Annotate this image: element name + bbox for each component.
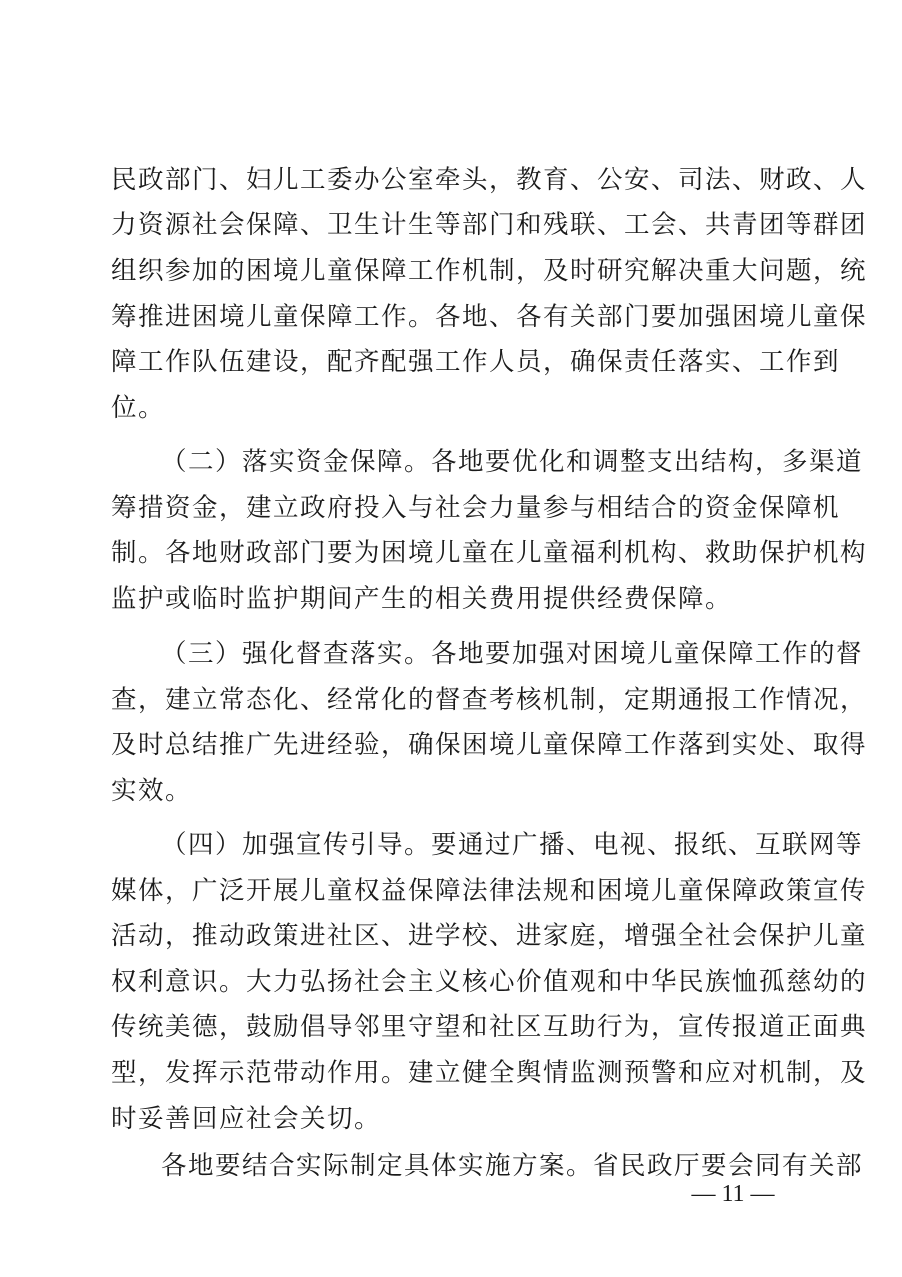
- body-text-line: 型，发挥示范带动作用。建立健全舆情监测预警和应对机制，及: [111, 1058, 868, 1088]
- body-text-line: 及时总结推广先进经验，确保困境儿童保障工作落到实处、取得: [111, 730, 868, 760]
- body-text-line: 监护或临时监护期间产生的相关费用提供经费保障。: [111, 584, 733, 614]
- body-text-line: 制。各地财政部门要为困境儿童在儿童福利机构、救助保护机构: [111, 538, 868, 568]
- body-text-line: 媒体，广泛开展儿童权益保障法律法规和困境儿童保障政策宣传: [111, 876, 868, 906]
- page-number: — 11 —: [691, 1181, 775, 1207]
- body-text-line: 民政部门、妇儿工委办公室牵头，教育、公安、司法、财政、人: [111, 165, 868, 195]
- body-text-line: 位。: [111, 393, 166, 423]
- body-text-line: 时妥善回应社会关切。: [111, 1104, 382, 1134]
- section-heading-line: （四）加强宣传引导。要通过广播、电视、报纸、互联网等: [161, 830, 864, 860]
- body-text-line: 障工作队伍建设，配齐配强工作人员，确保责任落实、工作到: [111, 347, 841, 377]
- body-text-line: 组织参加的困境儿童保障工作机制，及时研究解决重大问题，统: [111, 256, 868, 286]
- body-text-line: 查，建立常态化、经常化的督查考核机制，定期通报工作情况，: [111, 685, 868, 715]
- body-text-line: 筹措资金，建立政府投入与社会力量参与相结合的资金保障机: [111, 493, 841, 523]
- body-text-line: 实效。: [111, 776, 193, 806]
- body-text-line: 权利意识。大力弘扬社会主义核心价值观和中华民族恤孤慈幼的: [111, 967, 868, 997]
- body-text-line: 传统美德，鼓励倡导邻里守望和社区互助行为，宣传报道正面典: [111, 1012, 868, 1042]
- body-text-line: 力资源社会保障、卫生计生等部门和残联、工会、共青团等群团: [111, 210, 868, 240]
- section-heading-line: （三）强化督查落实。各地要加强对困境儿童保障工作的督: [161, 639, 864, 669]
- body-text-line: 活动，推动政策进社区、进学校、进家庭，增强全社会保护儿童: [111, 921, 868, 951]
- body-text-line: 各地要结合实际制定具体实施方案。省民政厅要会同有关部: [161, 1151, 864, 1181]
- section-heading-line: （二）落实资金保障。各地要优化和调整支出结构，多渠道: [161, 447, 864, 477]
- body-text-line: 筹推进困境儿童保障工作。各地、各有关部门要加强困境儿童保: [111, 302, 868, 332]
